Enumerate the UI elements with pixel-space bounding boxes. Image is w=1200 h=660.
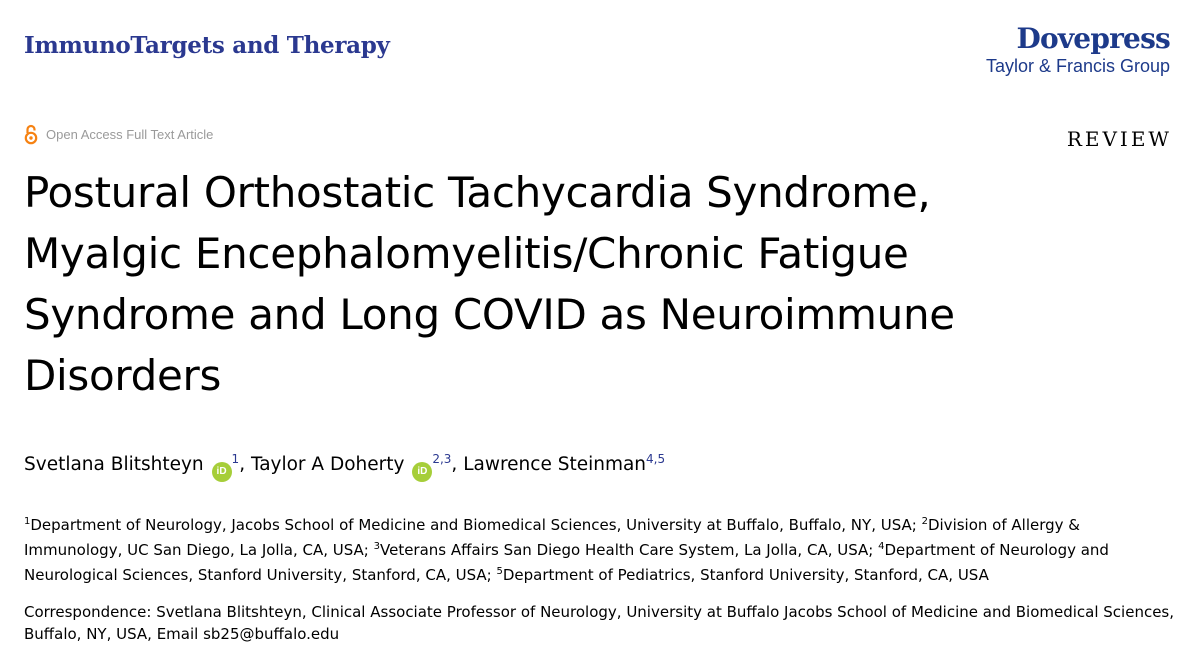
article-title [24, 162, 1164, 406]
affiliation-ref[interactable]: 1 [231, 452, 240, 466]
affiliation-text: Department of Pediatrics, Stanford University, Stanford, CA, USA [502, 566, 989, 584]
author-list: Svetlana Blitshteyn $iD^1$, Taylor A Doherty iD$^{2,3}$, Lawrence Steinman$^{4,5}$ [24, 452, 665, 482]
affiliations [24, 511, 1179, 586]
publisher-logo[interactable] [986, 22, 1170, 76]
orcid-icon[interactable]: iD [212, 462, 232, 482]
article-type-label: REVIEW [1066, 127, 1172, 151]
orcid-icon[interactable]: iD [412, 462, 432, 482]
open-access-badge [24, 124, 213, 145]
affiliation-ref[interactable]: 2,3 [432, 452, 452, 466]
affiliation-text: Division of Allergy & Immunology, UC San Diego, La Jolla, CA, USA; [24, 516, 1080, 559]
affiliation-number: 5 [496, 566, 503, 577]
author-name: Lawrence Steinman [463, 454, 647, 475]
affiliation-text: Department of Neurology, Jacobs School of Medicine and Biomedical Sciences, University at Buffalo, Buffalo, NY, USA; [30, 516, 922, 534]
title-line: Myalgic Encephalomyelitis/Chronic Fatigue [24, 229, 909, 278]
affiliation-number: 2 [921, 516, 928, 527]
affiliation-number: 1 [24, 516, 31, 527]
journal-title[interactable]: ImmunoTargets and Therapy [24, 32, 390, 59]
open-access-lock-icon [24, 124, 38, 145]
affiliation-text: Veterans Affairs San Diego Health Care System, La Jolla, CA, USA; [380, 541, 879, 559]
title-line: Postural Orthostatic Tachycardia Syndrome, [24, 168, 931, 217]
open-access-label: Open Access Full Text Article [46, 127, 214, 142]
affiliation-number: 4 [878, 541, 885, 552]
author-name: Taylor A Doherty [250, 454, 405, 475]
publisher-group: Taylor & Francis Group [985, 56, 1170, 76]
affiliation-number: 3 [373, 541, 380, 552]
correspondence: Correspondence: Svetlana Blitshteyn, Clinical Associate Professor of Neurology, University at Buffalo Jacobs School of Medicine and Biomedical Sciences, Buffalo, NY, USA, Email sb25@buffalo.edu [24, 603, 1175, 643]
title-line: Disorders [24, 351, 222, 400]
affiliation-text: Department of Neurology and Neurological Sciences, Stanford University, Stanford, CA, USA; [24, 541, 1109, 584]
affiliation-ref[interactable]: 4,5 [646, 452, 666, 466]
author-name: Svetlana Blitshteyn [24, 454, 204, 475]
publisher-name: Dovepress [1016, 22, 1170, 55]
title-line: Syndrome and Long COVID as Neuroimmune [24, 290, 955, 339]
